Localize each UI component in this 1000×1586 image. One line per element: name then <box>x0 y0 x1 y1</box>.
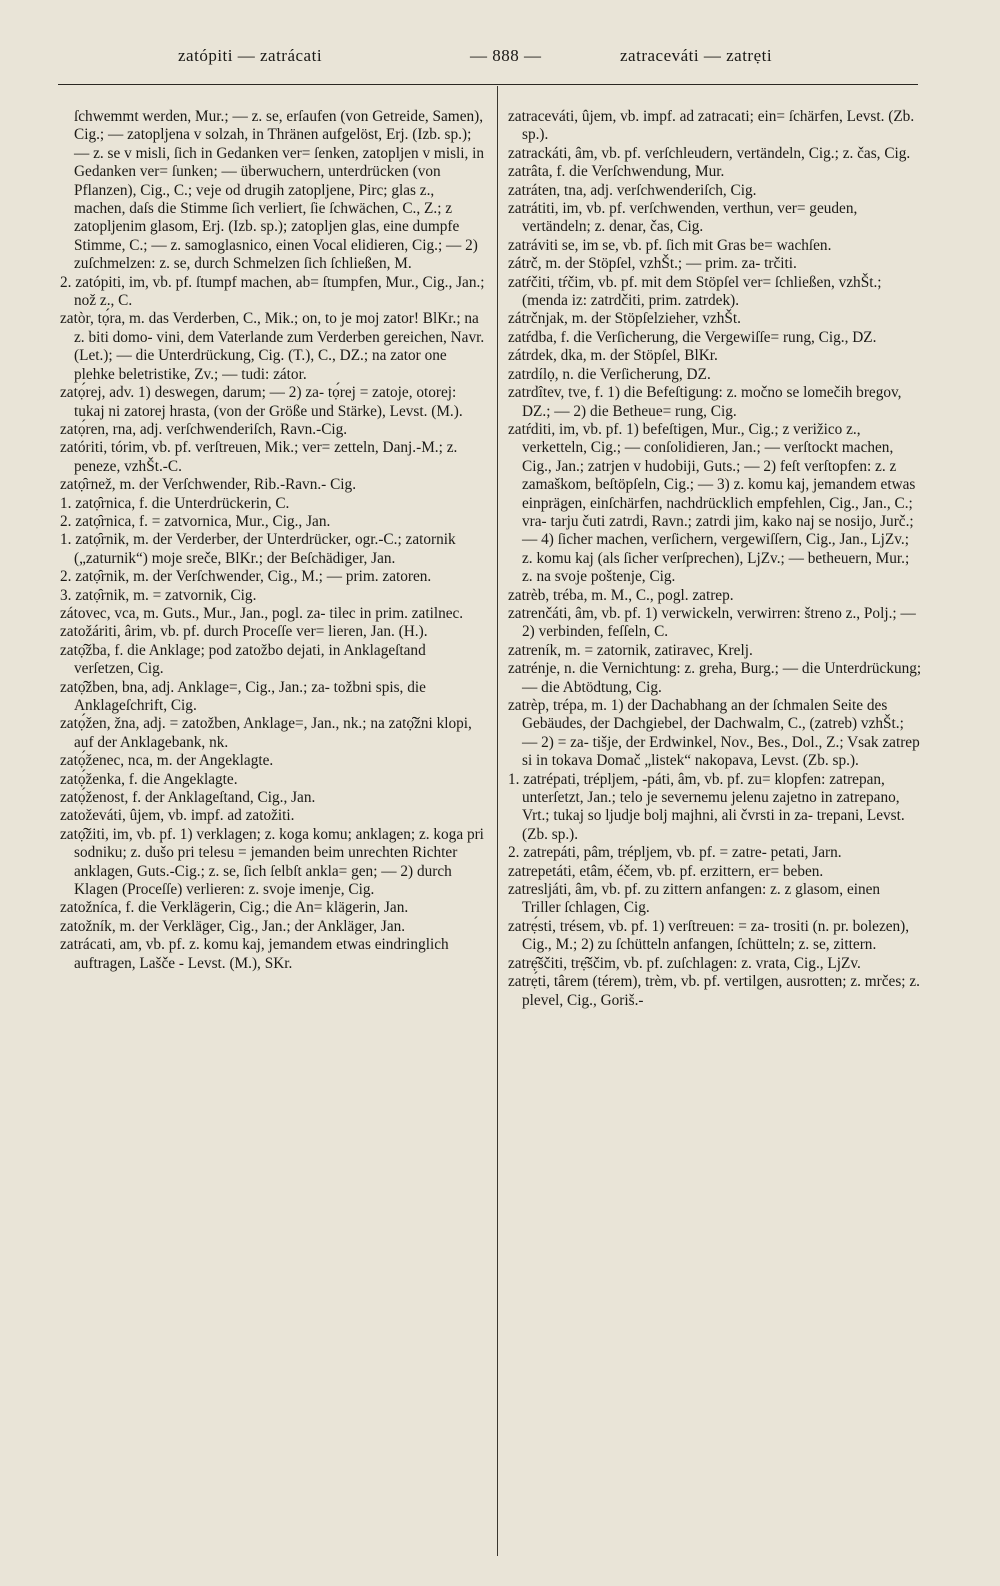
dictionary-entry: 2. zatọ̑rnik, m. der Verſchwender, Cig., M.; — prim. zatoren. <box>60 568 432 586</box>
dictionary-entry: 2. zatọ̑rnica, f. = zatvornica, Mur., Cig., Jan. <box>60 512 331 530</box>
dictionary-entry: zatọ́ženka, f. die Angeklagte. <box>60 770 238 788</box>
header-right-keyword: zatraceváti — zatrẹti <box>620 46 773 65</box>
dictionary-entry: zatožník, m. der Verkläger, Cig., Jan.; der Ankläger, Jan. <box>60 917 406 935</box>
dictionary-entry: zatŕditi, im, vb. pf. 1) befeſtigen, Mur., Cig.; z verižico z., verketteln, Cig.; — conſolidieren, Jan.; — verſtockt machen, Cig., Jan.; zatrjen v hudobiji, Guts.; — 2) feſt verſtopfen: z. z zamaškom, beſtöpſeln, Cig.; — 3) z. komu kaj, jemandem etwas einprägen, einſchärfen, nachdrücklich empfehlen, Cig., Jan., C.; vra- tarju čuti zatrdi, Ravn.; zatrdi jim, kako naj se nosijo, Jurč.; — 4) ſicher machen, verſichern, vergewiſſern, Cig., Jan., LjZv.; z. komu kaj (als ſicher verſprechen), LjZv.; — betheuern, Mur.; z. na svoje poštenje, Cig. <box>508 420 916 586</box>
dictionary-entry: zatrackáti, âm, vb. pf. verſchleudern, vertändeln, Cig.; z. čas, Cig. <box>508 144 911 162</box>
dictionary-entry: zatraceváti, ûjem, vb. impf. ad zatracati; ein= ſchärfen, Levst. (Zb. sp.). <box>508 108 915 144</box>
dictionary-entry: 1. zatrépati, trépljem, -páti, âm, vb. pf. zu= klopfen: zatrepan, unterſetzt, Jan.; telo je severnemu jelenu zajetno in zatrepano, Vrt.; tukaj so ljudje bolj majhni, ali čvrsti in za- trepani, Levst. (Zb. sp.). <box>508 770 905 843</box>
dictionary-entry: zatrénje, n. die Vernichtung: z. greha, Burg.; — die Unterdrückung; — die Abtödtung, Cig. <box>508 660 922 696</box>
dictionary-entry: zatrdílọ, n. die Verſicherung, DZ. <box>508 365 711 383</box>
dictionary-entry: zatọ́žen, žna, adj. = zatožben, Anklage=, Jan., nk.; na zatọ̑žni klopi, auf der Anklagebank, nk. <box>60 715 472 751</box>
dictionary-entry: zatọ́ženec, nca, m. der Angeklagte. <box>60 752 274 770</box>
dictionary-entry: zatresljáti, âm, vb. pf. zu zittern anfangen: z. z glasom, einen Triller ſchlagen, Cig. <box>508 881 881 917</box>
dictionary-entry: zatrdîtev, tve, f. 1) die Befeſtigung: z. močno se lomečih bregov, DZ.; — 2) die Betheue= rung, Cig. <box>508 384 902 420</box>
dictionary-entry: zatráviti se, im se, vb. pf. ſich mit Gras be= wachſen. <box>508 236 832 254</box>
dictionary-entry: zátovec, vca, m. Guts., Mur., Jan., pogl. za- tilec in prim. zatilnec. <box>60 604 464 622</box>
dictionary-entry: zatrenčáti, âm, vb. pf. 1) verwickeln, verwirren: štreno z., Polj.; — 2) verbinden, feſſeln, C. <box>508 604 916 641</box>
dictionary-entry: zatŕdba, f. die Verſicherung, die Vergewiſſe= rung, Cig., DZ. <box>508 328 877 346</box>
dictionary-entry: zatrâta, f. die Verſchwendung, Mur. <box>508 163 725 181</box>
header-rule <box>58 84 918 85</box>
dictionary-entry: zatọ́ren, rna, adj. verſchwenderiſch, Ravn.-Cig. <box>60 420 348 438</box>
dictionary-entry: zátrdek, dka, m. der Stöpſel, BlKr. <box>508 347 718 365</box>
dictionary-entry: zatožáriti, ârim, vb. pf. durch Proceſſe ver= lieren, Jan. (H.). <box>60 623 428 641</box>
left-column <box>60 108 488 973</box>
dictionary-entry: zatrèb, tréba, m. M., C., pogl. zatrep. <box>508 586 734 604</box>
dictionary-entry: zatọ́rej, adv. 1) deswegen, darum; — 2) za- tọ́rej = zatoje, otorej: tukaj ni zatorej hrasta, (von der Größe und Stärke), Levst. (M.). <box>60 384 463 420</box>
running-header <box>60 38 820 68</box>
dictionary-entry: zatožníca, f. die Verklägerin, Cig.; die An= klägerin, Jan. <box>60 899 409 917</box>
dictionary-entry: ſchwemmt werden, Mur.; — z. se, erſaufen (von Getreide, Samen), Cig.; — zatopljena v solzah, in Thränen aufgelöst, Erj. (Izb. sp.); — z. se v misli, ſich in Gedanken ver= ſenken, zatopljen v misli, in Gedanken ver= ſunken; — überwuchern, unterdrücken (von Pflanzen), Cig., C.; veje od drugih zatopljene, Pirc; glas z., machen, daſs die Stimme ſich verliert, ſie ſchwächen, C., Z.; z zatopljenim glasom, Erj. (Izb. sp.); zatopljen glas, eine dumpfe Stimme, C.; — z. samoglasnico, einen Vocal elidieren, Cig.; — 2) zuſchmelzen: z. se, durch Schmelzen ſich ſchließen, M. <box>74 108 485 273</box>
dictionary-entry: zatọ̑žba, f. die Anklage; pod zatožbo dejati, in Anklageſtand verſetzen, Cig. <box>60 641 426 678</box>
dictionary-entry: zatreník, m. = zatornik, zatiravec, Krelj. <box>508 641 753 659</box>
dictionary-entry: 2. zatópiti, im, vb. pf. ſtumpf machen, ab= ſtumpfen, Mur., Cig., Jan.; nož z., C. <box>60 273 485 310</box>
dictionary-entry: zatrácati, am, vb. pf. z. komu kaj, jemandem etwas eindringlich auftragen, Lašče - Levst. (M.), SKr. <box>60 936 449 972</box>
dictionary-entry: zatọ́ženost, f. der Anklageſtand, Cig., Jan. <box>60 789 316 807</box>
dictionary-entry: 1. zatọ̑rnica, f. die Unterdrückerin, C. <box>60 494 290 512</box>
dictionary-entry: 1. zatọ̑rnik, m. der Verderber, der Unterdrücker, ogr.-C.; zatornik („zaturnik“) moje sreče, BlKr.; der Beſchädiger, Jan. <box>60 531 456 567</box>
dictionary-entry: 2. zatrepáti, pâm, trépljem, vb. pf. = zatre- petati, Jarn. <box>508 844 842 862</box>
dictionary-entry: zatóriti, tórim, vb. pf. verſtreuen, Mik.; ver= zetteln, Danj.-M.; z. peneze, vzhŠt.-C. <box>60 439 458 475</box>
dictionary-entry: zatrẹ́ti, târem (térem), trèm, vb. pf. vertilgen, ausrotten; z. mrčes; z. plevel, Cig., Goriš.- <box>508 973 920 1009</box>
header-left-keyword: zatópiti — zatrácati <box>178 46 323 65</box>
dictionary-entry: zatọ̑žiti, im, vb. pf. 1) verklagen; z. koga komu; anklagen; z. koga pri sodniku; z. dušo pri telesu = jemanden beim unrechten Richter anklagen, Guts.-Cig.; z. se, ſich ſelbſt ankla= gen; — 2) durch Klagen (Proceſſe) verlieren: z. svoje imenje, Cig. <box>60 825 484 899</box>
dictionary-entry: zatrẹ́sti, trésem, vb. pf. 1) verſtreuen: = za- trositi (n. pr. bolezen), Cig., M.; 2) zu ſchütteln anfangen, ſchütteln; z. se, zittern. <box>508 917 910 954</box>
right-column <box>508 108 922 1010</box>
dictionary-entry: zatrèp, trépa, m. 1) der Dachabhang an der ſchmalen Seite des Gebäudes, der Dachgiebel, der Dachwalm, C., (zatreb) vzhŠt.; — 2) = za- tišje, der Erdwinkel, Nov., Bes., Dol., Z.; Vsak zatrep si in tokava Domač „listek“ nakopava, Levst. (Zb. sp.). <box>508 697 920 770</box>
dictionary-entry: zátrč, m. der Stöpſel, vzhŠt.; — prim. za- trčiti. <box>508 255 797 273</box>
dictionary-entry: zatoževáti, ûjem, vb. impf. ad zatožiti. <box>60 807 295 825</box>
dictionary-entry: zatŕčiti, tŕčim, vb. pf. mit dem Stöpſel ver= ſchließen, vzhŠt.; (menda iz: zatrdčiti, prim. zatrdek). <box>508 273 882 310</box>
dictionary-entry: zatrátiti, im, vb. pf. verſchwenden, verthun, ver= geuden, vertändeln; z. denar, čas, Cig. <box>508 200 858 236</box>
dictionary-entry: zatráten, tna, adj. verſchwenderiſch, Cig. <box>508 181 757 199</box>
page-number: — 888 — <box>470 46 542 65</box>
column-divider <box>497 86 498 1556</box>
dictionary-entry: zatọ̑žben, bna, adj. Anklage=, Cig., Jan.; za- tožbni spis, die Anklageſchrift, Cig. <box>60 678 426 714</box>
dictionary-entry: zátrčnjak, m. der Stöpſelzieher, vzhŠt. <box>508 310 742 328</box>
dictionary-entry: zatòr, tọ́ra, m. das Verderben, C., Mik.; on, to je moj zator! BlKr.; na z. biti domo- vini, dem Vaterlande zum Verderben gereichen, Navr. (Let.); — die Unterdrückung, Cig. (T.), C., DZ.; na zator one plehke beletristike, Zv.; — tudi: zátor. <box>60 310 485 383</box>
dictionary-entry: zatrepetáti, etâm, éčem, vb. pf. erzittern, er= beben. <box>508 862 824 880</box>
dictionary-entry: zatọ̑rnež, m. der Verſchwender, Rib.-Ravn.- Cig. <box>60 476 357 494</box>
dictionary-entry: 3. zatọ̑rnik, m. = zatvornik, Cig. <box>60 586 257 604</box>
dictionary-entry: zatrẹ̑ščiti, trẹ̑ščim, vb. pf. zuſchlagen: z. vrata, Cig., LjZv. <box>508 954 861 972</box>
